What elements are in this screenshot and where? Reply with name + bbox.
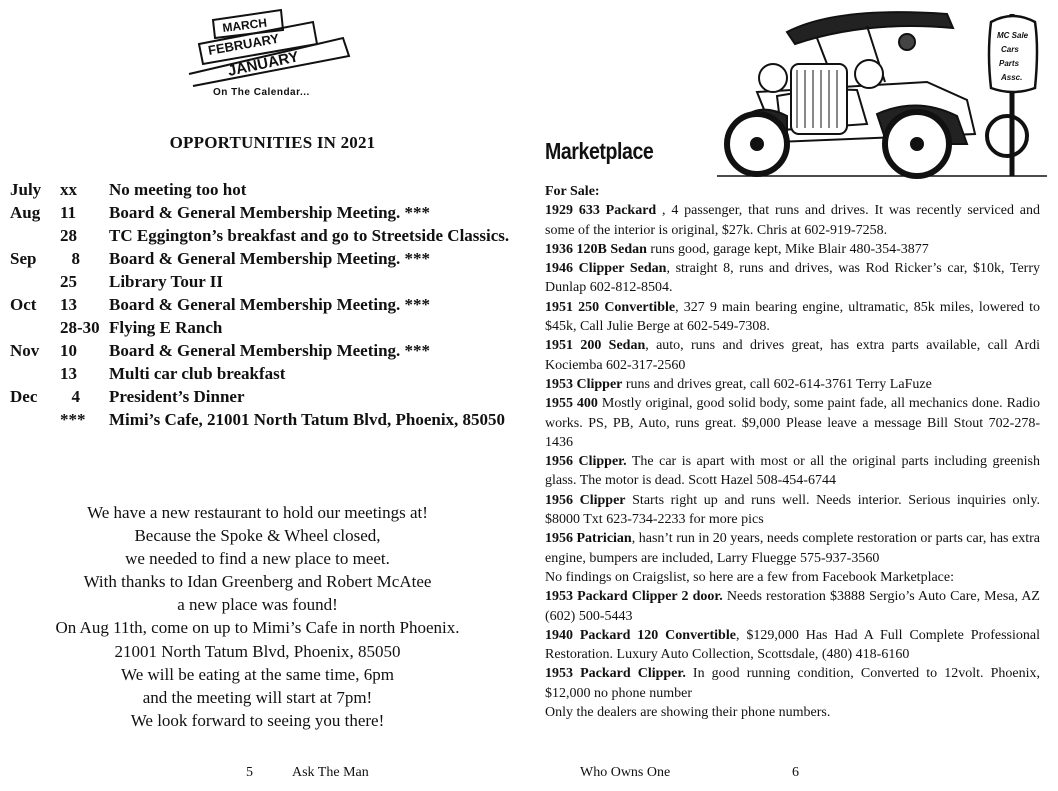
footer-who-owns-one: Who Owns One [580, 765, 671, 780]
marketplace-title: Marketplace [545, 138, 654, 164]
ad-listing [545, 703, 1040, 722]
announcement-line: we needed to find a new place to meet. [125, 549, 390, 569]
ad-details: , 4 passenger, that runs and drives. It was recently serviced and some of the interior is original, $27k. Chris at 602-919-7258. [545, 203, 1040, 238]
schedule-row [10, 316, 520, 339]
announcement-line: 21001 North Tatum Blvd, Phoenix, 85050 [114, 641, 401, 661]
schedule-event: No meeting too hot [109, 180, 247, 199]
classified-ads [545, 182, 1040, 722]
schedule-day: 11 [60, 203, 77, 222]
ad-details: Starts right up and runs well. Needs interior. Serious inquiries only. $8000 Txt 623-734-2233 for more pics [545, 492, 1041, 528]
schedule-row [10, 201, 520, 224]
ad-details: Only the dealers are showing their phone numbers. [545, 705, 831, 721]
announcement-line: and the meeting will start at 7pm! [142, 687, 373, 707]
ad-details: runs and drives great, call 602-614-3761 Terry LaFuze [622, 376, 932, 392]
schedule-month: July [10, 180, 42, 199]
schedule-event: Board & General Membership Meeting. *** [109, 295, 431, 314]
schedule-day: 25 [60, 272, 77, 291]
schedule-event: Multi car club breakfast [109, 364, 286, 383]
calendar-month-march: MARCH [221, 15, 268, 35]
ad-listing [545, 201, 1040, 240]
sign-line-1: MC Sale [997, 31, 1029, 40]
for-sale-label: For Sale: [545, 184, 600, 199]
sign-line-4: Assc. [1001, 73, 1023, 82]
ad-vehicle: 1936 120B Sedan [545, 241, 647, 257]
schedule-day: 28-30 [60, 318, 100, 337]
ad-details: In good running condition, Converted to 12volt. Phoenix, $12,000 no phone number [545, 666, 1040, 701]
schedule-row [10, 408, 520, 431]
ad-vehicle: 1946 Clipper Sedan [545, 261, 667, 277]
schedule-month: Aug [10, 203, 41, 222]
schedule-row [10, 362, 520, 385]
schedule-month: Oct [10, 295, 37, 314]
ad-vehicle: 1955 400 [545, 396, 598, 412]
schedule-row [10, 339, 520, 362]
footer-ask-the-man: Ask The Man [292, 765, 369, 780]
schedule-row [10, 224, 520, 247]
calendar-month-january: JANUARY [226, 48, 301, 80]
ad-listing [545, 336, 1040, 375]
ad-vehicle: 1951 200 Sedan [545, 338, 646, 354]
calendar-caption: On The Calendar... [213, 87, 310, 98]
announcement-line: a new place was found! [177, 595, 338, 615]
ad-details: The car is apart with most or all the original parts including greenish glass. The motor is dead. Scott Hazel 508-454-6744 [545, 454, 1040, 489]
announcement-line: We will be eating at the same time, 6pm [121, 664, 394, 684]
ad-details: , hasn’t run in 20 years, needs complete restoration or parts car, has extra engine, bumpers are included, Larry Fluegge 575-937-3560 [545, 531, 1040, 566]
schedule-event: Flying E Ranch [109, 318, 223, 337]
schedule-day: *** [60, 410, 86, 429]
schedule-list [10, 178, 520, 431]
ad-listing [545, 240, 1040, 259]
opportunities-title: OPPORTUNITIES IN 2021 [169, 133, 376, 152]
schedule-day: xx [60, 180, 77, 199]
ad-listing [545, 452, 1040, 491]
ad-listing [545, 394, 1040, 452]
schedule-month: Dec [10, 387, 38, 406]
schedule-row [10, 385, 520, 408]
schedule-event: TC Eggington’s breakfast and go to Streetside Classics. [109, 226, 510, 245]
ad-listing [545, 298, 1040, 337]
schedule-event: Library Tour II [109, 272, 224, 291]
ad-details: runs good, garage kept, Mike Blair 480-354-3877 [646, 241, 929, 257]
schedule-month: Nov [10, 341, 40, 360]
schedule-row [10, 247, 520, 270]
vintage-car-illustration [717, 4, 1057, 182]
ad-details: , $129,000 Has Had A Full Complete Professional Restoration. Luxury Auto Collection, Scottsdale, (480) 418-6160 [545, 627, 1040, 663]
ad-listing [545, 626, 1040, 665]
ad-listing [545, 529, 1040, 568]
ad-details: No findings on Craigslist, so here are a few from Facebook Marketplace: [545, 569, 954, 585]
schedule-day: 13 [60, 364, 77, 383]
meeting-announcement [0, 501, 515, 732]
schedule-event: Mimi’s Cafe, 21001 North Tatum Blvd, Phoenix, 85050 [109, 410, 506, 429]
ad-listing [545, 259, 1040, 298]
page-number-left: 5 [246, 765, 253, 780]
ad-vehicle: 1953 Clipper [545, 376, 623, 392]
ad-vehicle: 1953 Packard Clipper. [545, 666, 686, 682]
schedule-day: 13 [60, 295, 77, 314]
ad-details: , auto, runs and drives great, has extra parts available, call Ardi Kociemba 602-317-2560 [545, 338, 1040, 373]
calendar-month-february: FEBRUARY [206, 30, 281, 58]
announcement-line: We look forward to seeing you there! [130, 710, 385, 730]
ad-details: , 327 9 main bearing engine, ultramatic, 85k miles, lowered to $45k, Call Julie Berge at 602-549-7308. [545, 299, 1040, 335]
ad-details: Mostly original, good solid body, some paint fade, all mechanics done. Radio works. PS, PB, Auto, runs great. $9,000 Please leave a message Bill Stout 702-278-1436 [545, 396, 1041, 450]
ad-details: , straight 8, runs and drives, was Rod Ricker’s car, $10k, Terry Dunlap 602-812-8504. [545, 261, 1040, 296]
ad-vehicle: 1953 Packard Clipper 2 door. [545, 589, 723, 605]
left-page [0, 0, 525, 791]
schedule-day: 8 [71, 249, 80, 268]
ad-vehicle: 1929 633 Packard [545, 203, 657, 219]
schedule-event: Board & General Membership Meeting. *** [109, 341, 431, 360]
ad-listing [545, 491, 1040, 530]
announcement-line: On Aug 11th, come on up to Mimi’s Cafe in north Phoenix. [55, 618, 460, 638]
page-number-right: 6 [792, 765, 799, 780]
announcement-line: Because the Spoke & Wheel closed, [134, 526, 381, 546]
ad-listing [545, 587, 1040, 626]
ad-vehicle: 1956 Patrician [545, 531, 632, 547]
ad-vehicle: 1940 Packard 120 Convertible [545, 627, 736, 643]
schedule-event: Board & General Membership Meeting. *** [109, 249, 431, 268]
schedule-row [10, 293, 520, 316]
right-page [530, 0, 1058, 791]
schedule-event: President’s Dinner [109, 387, 245, 406]
ad-vehicle: 1956 Clipper. [545, 454, 627, 470]
ad-listing [545, 568, 1040, 587]
schedule-day: 10 [60, 341, 77, 360]
ad-listing [545, 375, 1040, 394]
sign-line-3: Parts [999, 59, 1020, 68]
ad-listing [545, 664, 1040, 703]
sign-line-2: Cars [1001, 45, 1019, 54]
calendar-banner-icon [185, 8, 355, 88]
announcement-line: With thanks to Idan Greenberg and Robert McAtee [83, 572, 432, 592]
announcement-line: We have a new restaurant to hold our meetings at! [87, 503, 428, 522]
schedule-day: 28 [60, 226, 77, 245]
schedule-event: Board & General Membership Meeting. *** [109, 203, 431, 222]
ad-details: Needs restoration $3888 Sergio’s Auto Care, Mesa, AZ (602) 500-5443 [545, 589, 1040, 624]
schedule-row [10, 270, 520, 293]
schedule-month: Sep [10, 249, 37, 268]
ad-vehicle: 1956 Clipper [545, 492, 626, 508]
schedule-day: 4 [71, 387, 80, 406]
schedule-row [10, 178, 520, 201]
ad-vehicle: 1951 250 Convertible [545, 299, 676, 315]
